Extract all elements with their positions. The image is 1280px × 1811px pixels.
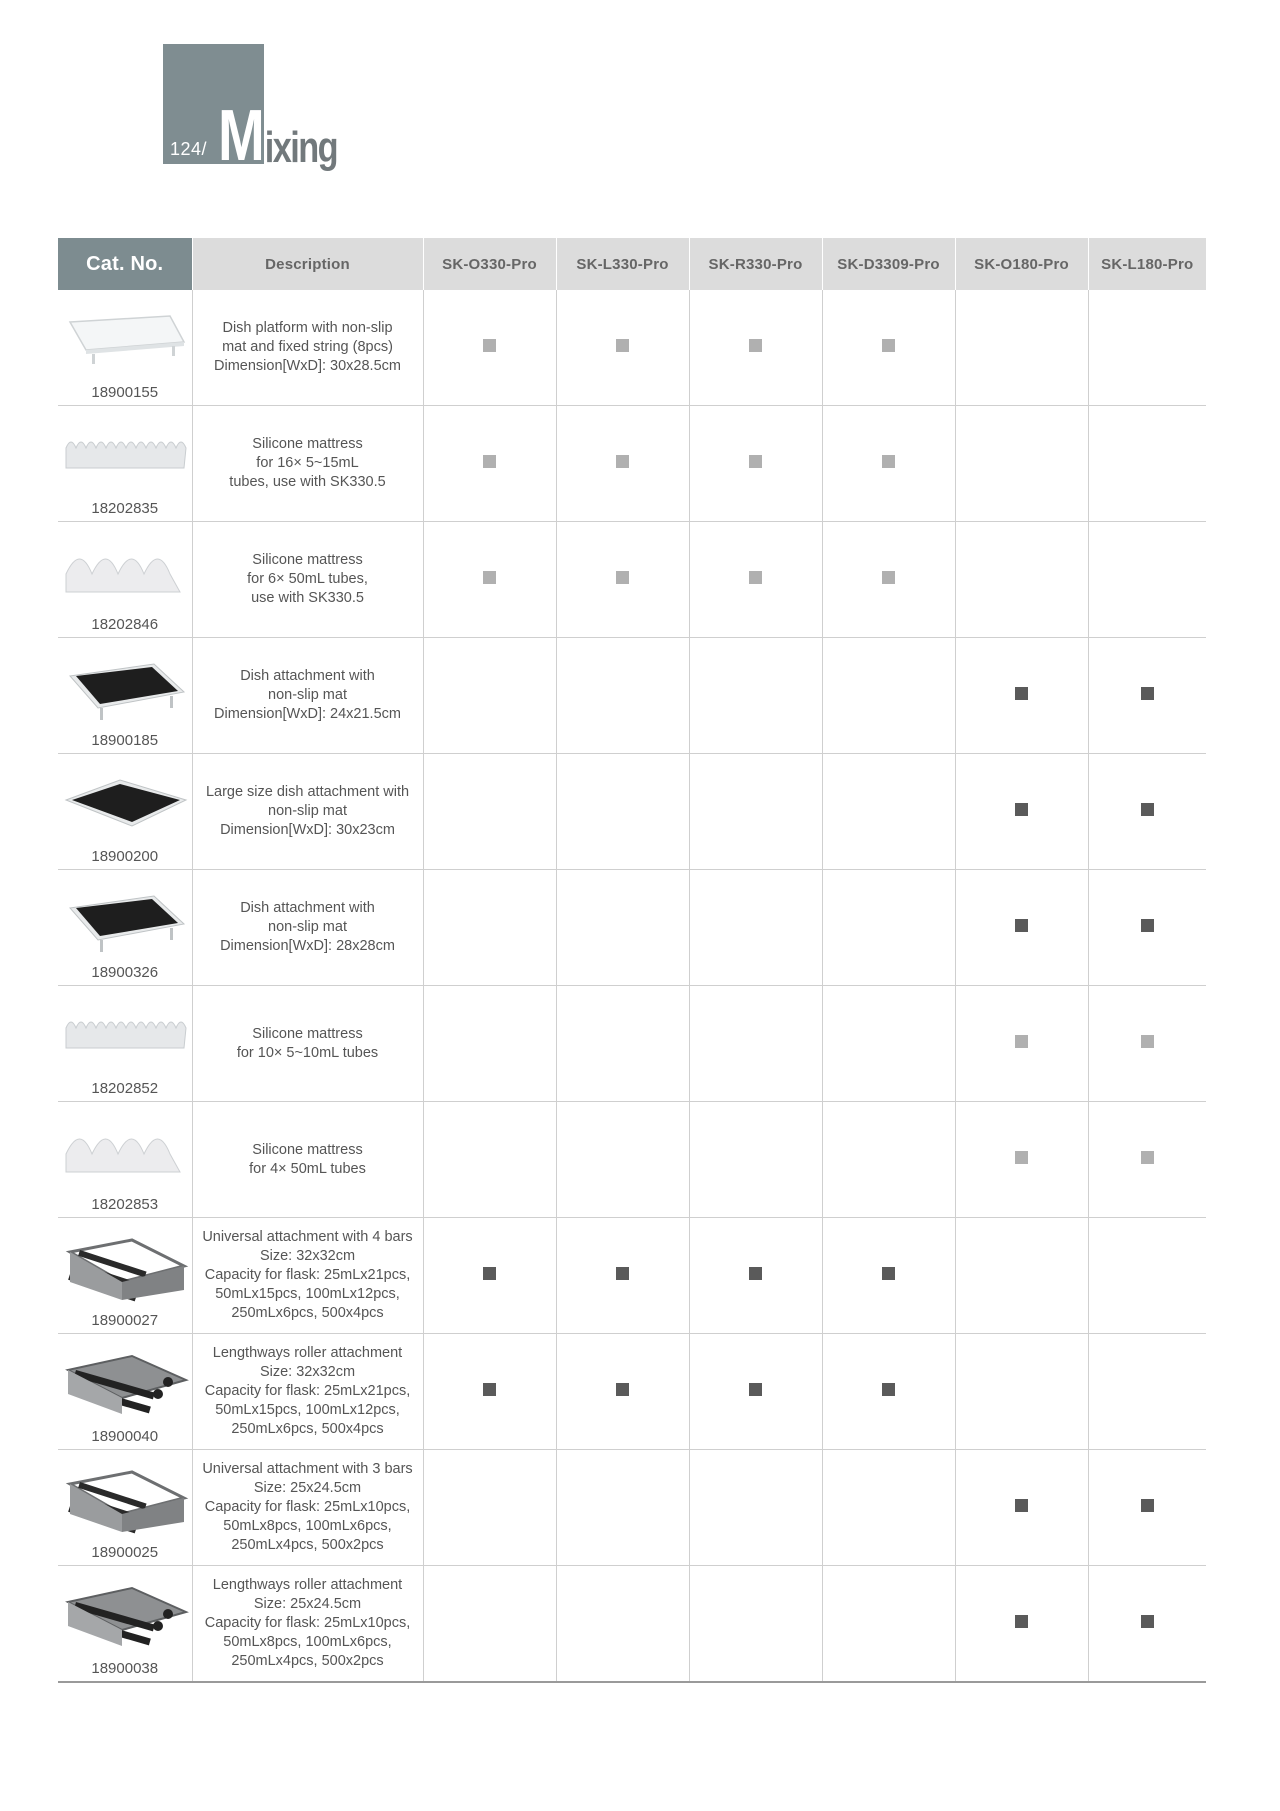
compatibility-cell [556, 1566, 689, 1683]
table-row [58, 1334, 1206, 1450]
description [193, 435, 423, 492]
compatibility-cell [689, 1566, 822, 1683]
description-cell [192, 1102, 423, 1218]
compatible-mark-icon [882, 339, 895, 352]
compatibility-cell [822, 290, 955, 406]
compatible-mark-icon [882, 1383, 895, 1396]
compatibility-cell [955, 522, 1088, 638]
table-row [58, 638, 1206, 754]
description-line: for 4× 50mL tubes [249, 1160, 366, 1177]
product-cell [58, 290, 192, 406]
description-line: Silicone mattress [252, 436, 363, 452]
cat-no: 18900155 [91, 384, 159, 401]
product-cell [58, 870, 192, 986]
cat-no: 18900185 [91, 732, 159, 749]
compatibility-cell [822, 986, 955, 1102]
compatibility-cell [556, 1218, 689, 1334]
compatibility-cell [556, 1334, 689, 1450]
description-line: for 6× 50mL tubes, [247, 571, 368, 587]
compatibility-cell [822, 1334, 955, 1450]
description-line: Silicone mattress [252, 552, 363, 568]
compatibility-cell [955, 1450, 1088, 1566]
description-line: mat and fixed string (8pcs) [222, 339, 393, 355]
compatibility-cell [423, 1218, 556, 1334]
product-cell [58, 406, 192, 522]
product-image [60, 534, 190, 609]
product-image [60, 302, 190, 377]
description-line: Capacity for flask: 25mLx21pcs, [204, 1267, 411, 1283]
table-row [58, 1450, 1206, 1566]
description-line: Universal attachment with 3 bars [202, 1461, 413, 1477]
description-cell [192, 522, 423, 638]
cat-no: 18900326 [91, 964, 159, 981]
description-line: for 10× 5~10mL tubes [236, 1044, 379, 1061]
compatibility-cell [1088, 1566, 1206, 1683]
compatibility-cell [689, 522, 822, 638]
description-cell [192, 1334, 423, 1450]
compatibility-cell [423, 638, 556, 754]
product-cell [58, 1566, 192, 1683]
compatibility-cell [955, 1566, 1088, 1683]
compatibility-cell [822, 1102, 955, 1218]
compatibility-cell [556, 290, 689, 406]
description-line: 250mLx6pcs, 500x4pcs [231, 1305, 384, 1321]
description-line: Large size dish attachment with [205, 784, 410, 800]
description [193, 783, 423, 840]
compatible-mark-icon [616, 571, 629, 584]
compatibility-cell [1088, 754, 1206, 870]
table-row [58, 290, 1206, 406]
compatibility-cell [423, 1102, 556, 1218]
description [193, 1025, 423, 1063]
compatibility-cell [689, 1450, 822, 1566]
compatibility-cell [1088, 638, 1206, 754]
description-line: Dimension[WxD]: 24x21.5cm [214, 706, 401, 722]
compatibility-cell [1088, 290, 1206, 406]
header-model: SK-D3309-Pro [822, 238, 955, 290]
compatibility-cell [1088, 406, 1206, 522]
compatibility-cell [556, 986, 689, 1102]
description-line: Capacity for flask: 25mLx10pcs, [204, 1499, 411, 1515]
compatibility-cell [689, 870, 822, 986]
cat-no: 18202835 [91, 500, 159, 517]
description-cell [192, 986, 423, 1102]
header-model: SK-R330-Pro [689, 238, 822, 290]
compatible-mark-icon [1141, 1151, 1154, 1164]
compatible-mark-icon [1141, 803, 1154, 816]
description [193, 319, 423, 376]
compatible-mark-icon [483, 455, 496, 468]
product-cell [58, 638, 192, 754]
table-row [58, 870, 1206, 986]
description-line: tubes, use with SK330.5 [229, 474, 386, 490]
description [193, 899, 423, 956]
compatible-mark-icon [1141, 919, 1154, 932]
compatible-mark-icon [483, 1383, 496, 1396]
description [193, 551, 423, 608]
cat-no: 18900025 [91, 1544, 159, 1561]
description-line: Universal attachment with 4 bars [202, 1229, 413, 1245]
description-line: 50mLx15pcs, 100mLx12pcs, [215, 1402, 400, 1418]
cat-no: 18900027 [91, 1312, 159, 1329]
title-initial: M [218, 96, 264, 176]
compatibility-cell [556, 870, 689, 986]
compatible-mark-icon [1015, 1499, 1028, 1512]
table-row [58, 1566, 1206, 1683]
product-cell [58, 522, 192, 638]
product-image [60, 418, 190, 493]
compatible-mark-icon [483, 571, 496, 584]
compatibility-cell [955, 638, 1088, 754]
compatibility-cell [689, 1102, 822, 1218]
description-line: Size: 32x32cm [259, 1248, 356, 1264]
compatible-mark-icon [1015, 1151, 1028, 1164]
compatibility-cell [423, 986, 556, 1102]
compatible-mark-icon [1015, 803, 1028, 816]
header-model: SK-L330-Pro [556, 238, 689, 290]
compatibility-cell [822, 638, 955, 754]
description-cell [192, 1218, 423, 1334]
compatibility-cell [955, 406, 1088, 522]
compatible-mark-icon [882, 571, 895, 584]
compatibility-cell [689, 986, 822, 1102]
compatibility-cell [556, 1102, 689, 1218]
compatible-mark-icon [1015, 1035, 1028, 1048]
table-body [58, 290, 1206, 1682]
compatible-mark-icon [616, 1383, 629, 1396]
compatibility-cell [822, 522, 955, 638]
compatible-mark-icon [882, 1267, 895, 1280]
description [193, 1141, 423, 1179]
product-cell [58, 986, 192, 1102]
compatibility-cell [1088, 1334, 1206, 1450]
description-cell [192, 754, 423, 870]
compatible-mark-icon [749, 1383, 762, 1396]
description-line: 50mLx8pcs, 100mLx6pcs, [223, 1518, 392, 1534]
product-cell [58, 1450, 192, 1566]
compatibility-cell [556, 522, 689, 638]
product-cell [58, 1102, 192, 1218]
compatibility-cell [955, 986, 1088, 1102]
compatibility-cell [1088, 522, 1206, 638]
compatibility-cell [1088, 1218, 1206, 1334]
compatibility-cell [822, 870, 955, 986]
description-line: Silicone mattress [252, 1025, 363, 1042]
compatibility-cell [423, 870, 556, 986]
compatibility-cell [955, 870, 1088, 986]
description [193, 1228, 423, 1323]
header-model: SK-O330-Pro [423, 238, 556, 290]
description-line: Capacity for flask: 25mLx21pcs, [204, 1383, 411, 1399]
description-line: Size: 32x32cm [259, 1364, 356, 1380]
description-line: 250mLx4pcs, 500x2pcs [231, 1653, 384, 1669]
compatibility-cell [423, 290, 556, 406]
compatibility-cell [1088, 1102, 1206, 1218]
description-line: 250mLx6pcs, 500x4pcs [231, 1421, 384, 1437]
compatibility-cell [1088, 986, 1206, 1102]
description-line: Dish platform with non-slip [222, 320, 393, 336]
table-row [58, 986, 1206, 1102]
compatibility-cell [689, 754, 822, 870]
compatible-mark-icon [1141, 1615, 1154, 1628]
compatible-mark-icon [483, 1267, 496, 1280]
compatibility-cell [955, 1102, 1088, 1218]
table-row [58, 522, 1206, 638]
cat-no: 18900040 [91, 1428, 159, 1445]
description-line: Silicone mattress [252, 1141, 363, 1158]
header-model: SK-O180-Pro [955, 238, 1088, 290]
compatible-mark-icon [882, 455, 895, 468]
compatibility-cell [955, 754, 1088, 870]
product-image [60, 1346, 190, 1421]
compatible-mark-icon [749, 571, 762, 584]
compatible-mark-icon [1015, 1615, 1028, 1628]
compatibility-cell [689, 290, 822, 406]
compatible-mark-icon [749, 455, 762, 468]
product-image [60, 882, 190, 957]
cat-no: 18900038 [91, 1660, 159, 1677]
table-row [58, 1218, 1206, 1334]
table-row [58, 754, 1206, 870]
compatible-mark-icon [1015, 687, 1028, 700]
description-line: Dimension[WxD]: 30x23cm [220, 822, 395, 838]
description-line: Dimension[WxD]: 30x28.5cm [214, 358, 401, 374]
product-image [60, 1578, 190, 1653]
header-description: Description [192, 238, 423, 290]
product-cell [58, 1218, 192, 1334]
product-cell [58, 754, 192, 870]
compatible-mark-icon [1141, 687, 1154, 700]
description-line: Dish attachment with [240, 900, 375, 916]
compatible-mark-icon [616, 1267, 629, 1280]
compatibility-cell [423, 1334, 556, 1450]
compatible-mark-icon [483, 339, 496, 352]
cat-no: 18202853 [91, 1196, 159, 1213]
compatibility-cell [556, 1450, 689, 1566]
page-number: 124/ [170, 139, 208, 159]
description [193, 667, 423, 724]
description-line: 50mLx8pcs, 100mLx6pcs, [223, 1634, 392, 1650]
description-line: non-slip mat [268, 803, 347, 819]
compatibility-cell [1088, 870, 1206, 986]
compatibility-cell [556, 638, 689, 754]
header-model: SK-L180-Pro [1088, 238, 1206, 290]
compatibility-cell [689, 1218, 822, 1334]
compatible-mark-icon [1015, 919, 1028, 932]
description-line: 50mLx15pcs, 100mLx12pcs, [215, 1286, 400, 1302]
compatible-mark-icon [616, 455, 629, 468]
description-line: Lengthways roller attachment [212, 1345, 403, 1361]
compatible-mark-icon [1141, 1035, 1154, 1048]
compatibility-cell [822, 1218, 955, 1334]
title-rest: ixing [264, 123, 338, 172]
cat-no: 18900200 [91, 848, 159, 865]
compatibility-cell [689, 1334, 822, 1450]
compatibility-cell [689, 638, 822, 754]
description [193, 1344, 423, 1439]
description-line: 250mLx4pcs, 500x2pcs [231, 1537, 384, 1553]
cat-no: 18202846 [91, 616, 159, 633]
compatibility-cell [423, 1566, 556, 1683]
description-line: Lengthways roller attachment [212, 1577, 403, 1593]
compatibility-cell [556, 754, 689, 870]
product-cell [58, 1334, 192, 1450]
compatible-mark-icon [616, 339, 629, 352]
description-line: Size: 25x24.5cm [253, 1480, 362, 1496]
accessory-table [58, 238, 1206, 1683]
cat-no: 18202852 [91, 1080, 159, 1097]
compatible-mark-icon [1141, 1499, 1154, 1512]
description-line: for 16× 5~15mL [256, 455, 359, 471]
description-line: non-slip mat [268, 687, 347, 703]
description-cell [192, 870, 423, 986]
compatibility-cell [1088, 1450, 1206, 1566]
compatibility-cell [423, 754, 556, 870]
product-image [60, 1114, 190, 1189]
product-image [60, 650, 190, 725]
table-header-row [58, 238, 1206, 290]
description-line: Dish attachment with [240, 668, 375, 684]
table-row [58, 406, 1206, 522]
description-line: Dimension[WxD]: 28x28cm [220, 938, 395, 954]
compatibility-cell [822, 1566, 955, 1683]
description-line: non-slip mat [268, 919, 347, 935]
table-row [58, 1102, 1206, 1218]
description-line: Size: 25x24.5cm [253, 1596, 362, 1612]
compatibility-cell [822, 754, 955, 870]
header-cat-no: Cat. No. [58, 238, 192, 290]
description-line: Capacity for flask: 25mLx10pcs, [204, 1615, 411, 1631]
product-image [60, 1230, 190, 1305]
page-title [218, 96, 338, 176]
description-cell [192, 290, 423, 406]
description-line: use with SK330.5 [251, 590, 364, 606]
compatibility-cell [822, 1450, 955, 1566]
compatibility-cell [689, 406, 822, 522]
compatible-mark-icon [749, 1267, 762, 1280]
description [193, 1460, 423, 1555]
compatible-mark-icon [749, 339, 762, 352]
compatibility-cell [955, 1218, 1088, 1334]
compatibility-cell [423, 406, 556, 522]
product-image [60, 766, 190, 841]
compatibility-cell [556, 406, 689, 522]
description [193, 1576, 423, 1671]
compatibility-cell [822, 406, 955, 522]
compatibility-cell [955, 1334, 1088, 1450]
compatibility-cell [955, 290, 1088, 406]
product-image [60, 998, 190, 1073]
compatibility-cell [423, 1450, 556, 1566]
product-image [60, 1462, 190, 1537]
description-cell [192, 1566, 423, 1683]
compatibility-cell [423, 522, 556, 638]
description-cell [192, 638, 423, 754]
description-cell [192, 406, 423, 522]
description-cell [192, 1450, 423, 1566]
